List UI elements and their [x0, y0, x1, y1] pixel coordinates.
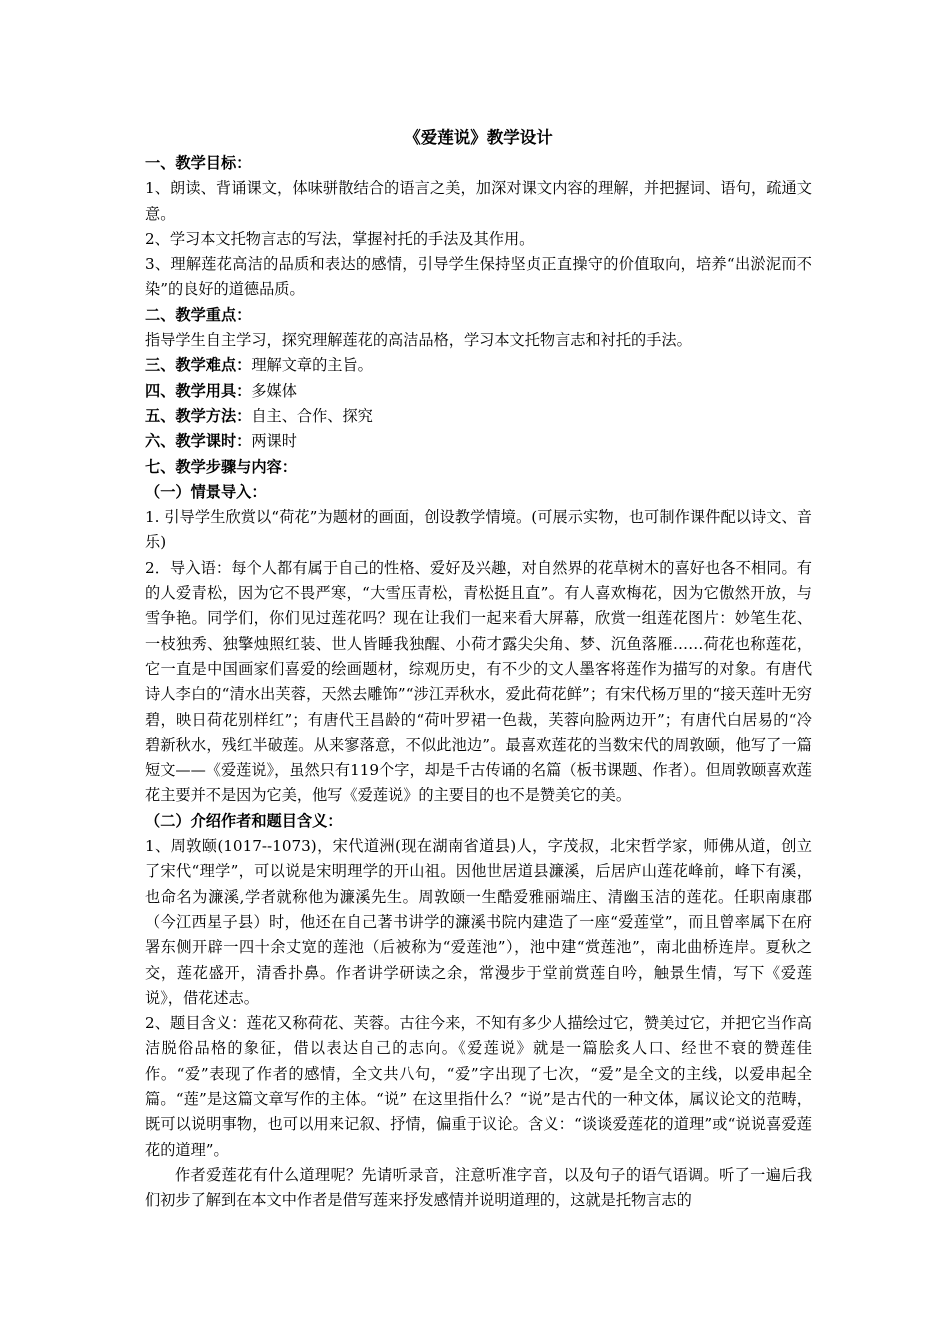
subsection-heading-author: （二）介绍作者和题目含义： [145, 811, 343, 830]
intro-item-1: 1. 引导学生欣赏以“荷花”为题材的画面，创设教学情境。(可展示实物，也可制作课件配以诗文、音乐) [145, 508, 812, 552]
section-heading-difficulty: 三、教学难点： [145, 356, 252, 375]
document-page [145, 125, 812, 1213]
closing-paragraph: 作者爱莲花有什么道理呢？先请听录音，注意听准字音，以及句子的语气语调。听了一遍后我们初步了解到在本文中作者是借写莲来抒发感情并说明道理的，这就是托物言志的 [145, 1165, 812, 1210]
objective-item-1: 1、朗读、背诵课文，体味骈散结合的语言之美，加深对课文内容的理解，并把握词、语句，疏通文意。 [145, 179, 812, 223]
document-title: 《爱莲说》教学设计 [404, 128, 553, 147]
difficulty-value: 理解文章的主旨。 [251, 356, 373, 375]
section-heading-key-points: 二、教学重点： [145, 305, 252, 324]
author-item-2: 2、题目含义：莲花又称荷花、芙蓉。古往今来，不知有多少人描绘过它，赞美过它，并把它当作高洁脱俗品格的象征，借以表达自己的志向。《爱莲说》就是一篇脍炙人口、经世不衰的赞莲佳作。“爱”表现了作者的感情，全文共八句，“爱”字出现了七次，“爱”是全文的主线，以爱串起全篇。“莲”是这篇文章写作的主体。“说” 在这里指什么？“说”是古代的一种文体，属议论文的范畴，既可以说明事物，也可以用来记叙、抒情，偏重于议论。含义：“谈谈爱莲花的道理”或“说说喜爱莲花的道理”。 [145, 1014, 812, 1159]
section-heading-objectives: 一、教学目标： [145, 154, 252, 172]
section-tools [145, 379, 812, 404]
section-heading-steps: 七、教学步骤与内容： [145, 457, 297, 476]
intro-item-2: 2．导入语：每个人都有属于自己的性格、爱好及兴趣，对自然界的花草树木的喜好也各不相同。有的人爱青松，因为它不畏严寒，“大雪压青松，青松挺且直”。有人喜欢梅花，因为它傲然开放，与雪争艳。同学们，你们见过莲花吗？现在让我们一起来看大屏幕，欣赏一组莲花图片：妙笔生花、一枝独秀、独擎烛照红装、世人皆睡我独醒、小荷才露尖尖角、梦、沉鱼落雁……荷花也称莲花，它一直是中国画家们喜爱的绘画题材，综观历史，有不少的文人墨客将莲作为描写的对象。有唐代诗人李白的“清水出芙蓉，天然去雕饰”“涉江弄秋水，爱此荷花鲜”；有宋代杨万里的“接天莲叶无穷碧，映日荷花别样红”；有唐代王昌龄的“荷叶罗裙一色裁，芙蓉向脸两边开”；有唐代白居易的“冷碧新秋水，残红半破莲。从来寥落意，不似此池边”。最喜欢莲花的当数宋代的周敦颐，他写了一篇短文——《爱莲说》，虽然只有119个字，却是千古传诵的名篇（板书课题、作者）。但周敦颐喜欢莲花主要并不是因为它美，他写《爱莲说》的主要目的也不是赞美它的美。 [145, 558, 812, 805]
section-heading-methods: 五、教学方法： [145, 406, 252, 425]
section-heading-periods: 六、教学课时： [145, 432, 252, 451]
section-periods [145, 429, 812, 454]
periods-value: 两课时 [251, 432, 297, 451]
section-difficulty [145, 353, 812, 378]
objective-item-2: 2、学习本文托物言志的写法，掌握衬托的手法及其作用。 [145, 229, 535, 248]
methods-value: 自主、合作、探究 [251, 406, 373, 425]
objective-item-3: 3、理解莲花高洁的品质和表达的感情，引导学生保持坚贞正直操守的价值取向，培养“出淤泥而不染”的良好的道德品质。 [145, 255, 812, 299]
tools-value: 多媒体 [251, 381, 297, 400]
author-item-1: 1、周敦颐(1017--1073)，宋代道洲(现在湖南省道县)人，字茂叔，北宋哲学家，师佛从道，创立了宋代“理学”，可以说是宋明理学的开山祖。因他世居道县濂溪，后居庐山莲花峰前，峰下有溪，也命名为濂溪,学者就称他为濂溪先生。周敦颐一生酷爱雅丽端庄、清幽玉洁的莲花。任职南康郡（今江西星子县）时，他还在自己著书讲学的濂溪书院内建造了一座“爱莲堂”，而且曾率属下在府署东侧开辟一四十余丈宽的莲池（后被称为“爱莲池”），池中建“赏莲池”，南北曲桥连岸。夏秋之交，莲花盛开，清香扑鼻。作者讲学研读之余，常漫步于堂前赏莲自吟，触景生情，写下《爱莲说》，借花述志。 [145, 837, 812, 1007]
subsection-heading-intro: （一）情景导入： [145, 482, 267, 501]
section-heading-tools: 四、教学用具： [145, 381, 252, 400]
section-methods [145, 404, 812, 429]
key-points-text: 指导学生自主学习，探究理解莲花的高洁品格，学习本文托物言志和衬托的手法。 [145, 331, 692, 350]
